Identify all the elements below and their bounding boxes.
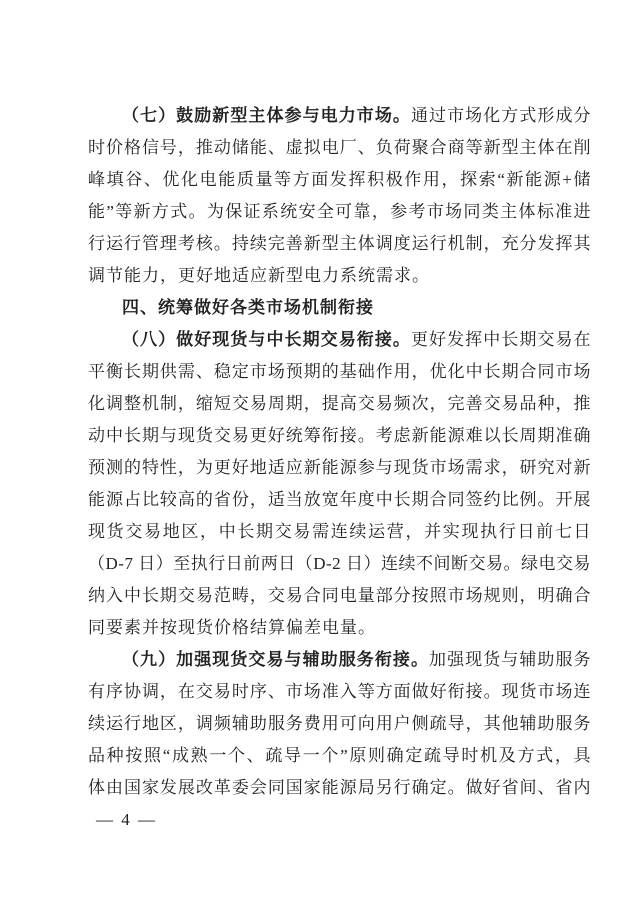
text-line: 时价格信号，推动储能、虚拟电厂、负荷聚合商等新型主体在削 [88, 138, 591, 157]
text-line: 现货交易地区，中长期交易需连续运营，并实现执行日前七日 [88, 522, 591, 541]
text-line: 化调整机制，缩短交易周期，提高交易频次，完善交易品种，推 [88, 394, 591, 413]
text-line: 平衡长期供需、稳定市场预期的基础作用，优化中长期合同市场 [88, 362, 591, 381]
document-body [88, 100, 591, 804]
text-line: 动中长期与现货交易更好统筹衔接。考虑新能源难以长周期准确 [88, 426, 591, 445]
clause-8-title: （八）做好现货与中长期交易衔接。 [122, 330, 411, 349]
text-line: 品种按照“成熟一个、疏导一个”原则确定疏导时机及方式，具 [88, 746, 591, 765]
text-line [88, 324, 591, 356]
clause-8-text-start: 更好发挥中长期交易在 [410, 330, 592, 349]
text-line: 体由国家发展改革委会同国家能源局另行确定。做好省间、省内 [88, 778, 591, 797]
text-line: 行运行管理考核。持续完善新型主体调度运行机制，充分发挥其 [88, 234, 591, 253]
clause-7-text-start: 通过市场化方式形成分 [410, 106, 592, 125]
clause-9-text-start: 加强现货与辅助服务 [429, 650, 592, 669]
text-line [88, 100, 591, 132]
text-line [88, 644, 591, 676]
page-number: — 4 — [96, 810, 157, 829]
text-line: 预测的特性，为更好地适应新能源参与现货市场需求，研究对新 [88, 458, 591, 477]
section-4-heading: 四、统筹做好各类市场机制衔接 [122, 298, 374, 317]
text-line: 同要素并按现货价格结算偏差电量。 [88, 618, 376, 637]
text-line: 纳入中长期交易范畴，交易合同电量部分按照市场规则，明确合 [88, 586, 591, 605]
clause-7-paragraph [88, 100, 591, 292]
text-line: 能”等新方式。为保证系统安全可靠，参考市场同类主体标准进 [88, 202, 591, 221]
text-line: 峰填谷、优化电能质量等方面发挥积极作用，探索“新能源+储 [88, 170, 591, 189]
text-line: （D-7 日）至执行日前两日（D-2 日）连续不间断交易。绿电交易 [88, 554, 591, 573]
clause-9-title: （九）加强现货交易与辅助服务衔接。 [122, 650, 430, 669]
clause-8-paragraph [88, 324, 591, 644]
clause-7-title: （七）鼓励新型主体参与电力市场。 [122, 106, 411, 125]
text-line: 有序协调，在交易时序、市场准入等方面做好衔接。现货市场连 [88, 682, 591, 701]
text-line: 能源占比较高的省份，适当放宽年度中长期合同签约比例。开展 [88, 490, 591, 509]
text-line: 续运行地区，调频辅助服务费用可向用户侧疏导，其他辅助服务 [88, 714, 591, 733]
text-line: 调节能力，更好地适应新型电力系统需求。 [88, 266, 430, 285]
clause-9-paragraph [88, 644, 591, 804]
